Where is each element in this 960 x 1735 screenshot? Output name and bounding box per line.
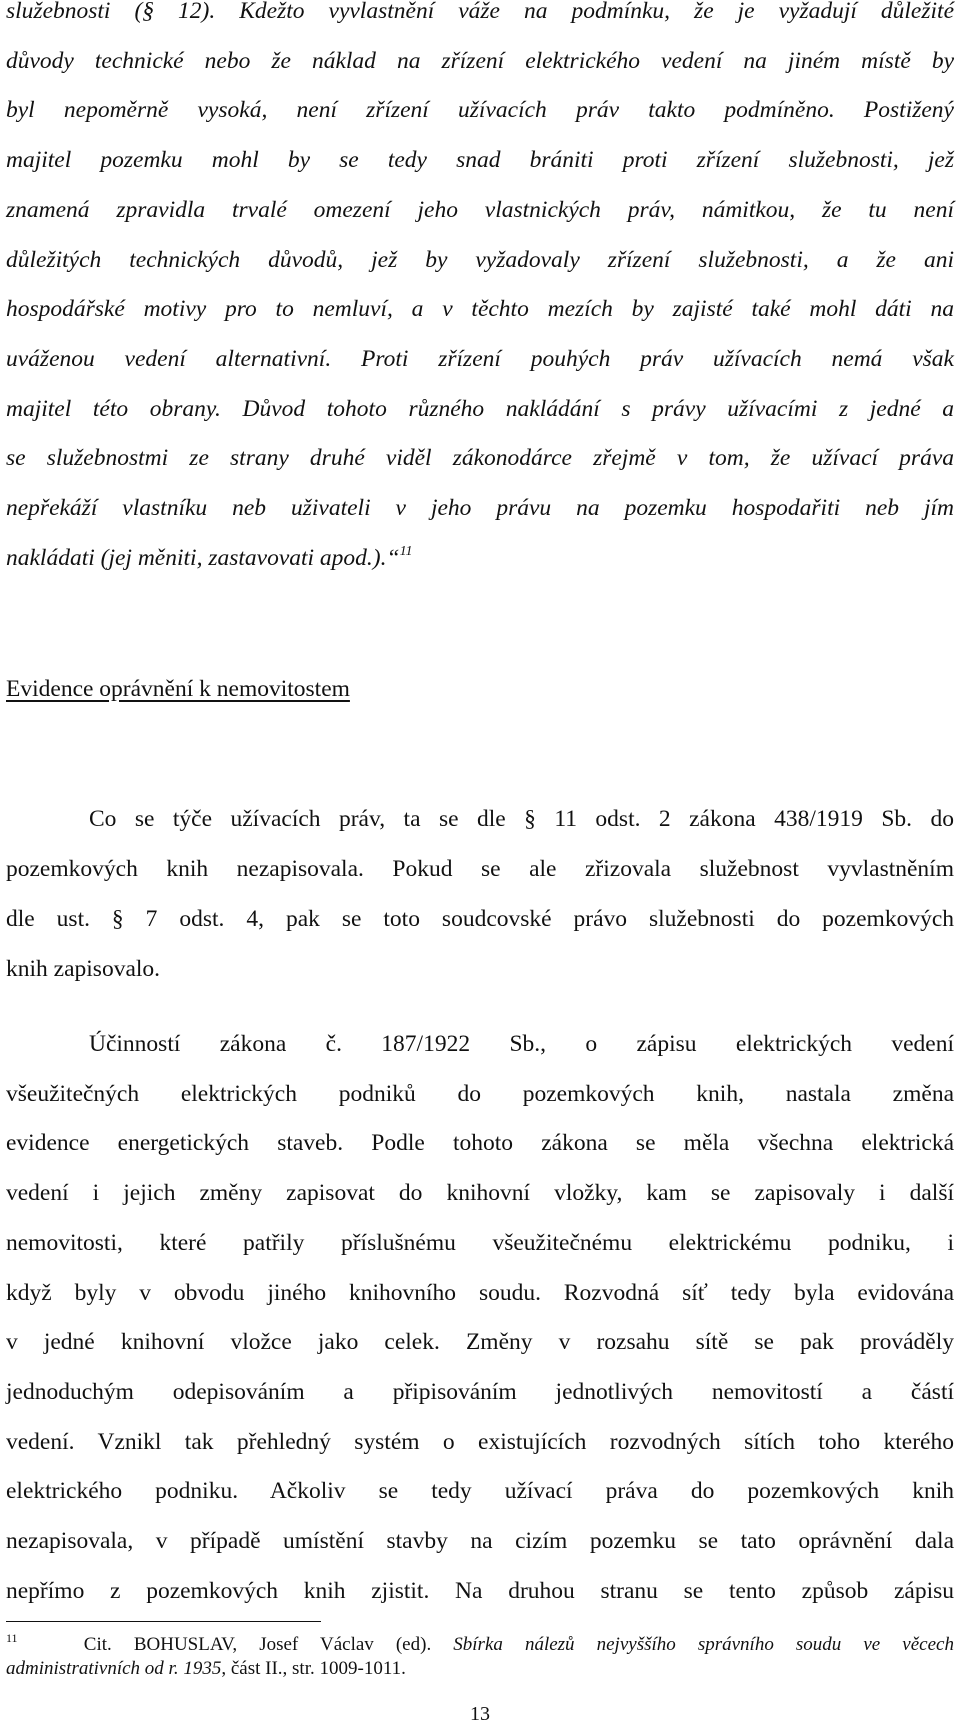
paragraph1-line: se služebnostmi ze strany druhé viděl zákonodárce zřejmě v tom, že užívací práva	[6, 445, 954, 471]
paragraph1-last-text: nakládati (jej měniti, zastavovati apod.).“	[6, 545, 400, 571]
paragraph3-line: všeužitečných elektrických podniků do pozemkových knih, nastala změna	[6, 1081, 954, 1107]
paragraph3-line: elektrického podniku. Ačkoliv se tedy užívací práva do pozemkových knih	[6, 1478, 954, 1504]
paragraph2-last-line: knih zapisovalo.	[6, 956, 161, 982]
footnote-pages: , část II., str. 1009-1011.	[221, 1658, 406, 1679]
paragraph1-line: hospodářské motivy pro to nemluví, a v těchto mezích by zajisté také mohl dáti na	[6, 296, 954, 322]
paragraph3-line: evidence energetických staveb. Podle tohoto zákona se měla všechna elektrická	[6, 1130, 954, 1156]
paragraph3-line: když byly v obvodu jiného knihovního soudu. Rozvodná síť tedy byla evidována	[6, 1280, 954, 1306]
footnote-title: Sbírka nálezů nejvyššího správního soudu ve věcech	[453, 1634, 954, 1655]
paragraph2-line: Co se týče užívacích práv, ta se dle § 11 odst. 2 zákona 438/1919 Sb. do	[89, 806, 954, 832]
paragraph1-line: znamená zpravidla trvalé omezení jeho vlastnických práv, námitkou, že tu není	[6, 197, 954, 223]
paragraph3-line: vedení. Vznikl tak přehledný systém o existujících rozvodných sítích toho kterého	[6, 1429, 954, 1455]
paragraph1-line: důvody technické nebo že náklad na zřízení elektrického vedení na jiném místě by	[6, 48, 954, 74]
paragraph1-line: majitel této obrany. Důvod tohoto různého nakládání s právy užívacími z jedné a	[6, 396, 954, 422]
footnote-line	[6, 1657, 954, 1681]
footnote-title-cont: administrativních od r. 1935	[6, 1658, 222, 1679]
paragraph3-line: Účinností zákona č. 187/1922 Sb., o zápisu elektrických vedení	[89, 1031, 954, 1057]
paragraph3-line: nemovitosti, které patřily příslušnému všeužitečnému elektrickému podniku, i	[6, 1230, 954, 1256]
footnote-mark: 11	[6, 1631, 18, 1645]
paragraph1-line: majitel pozemku mohl by se tedy snad brániti proti zřízení služebnosti, jež	[6, 147, 954, 173]
paragraph1-line: důležitých technických důvodů, jež by vyžadovaly zřízení služebnosti, a že ani	[6, 247, 954, 273]
paragraph3-line: jednoduchým odepisováním a připisováním jednotlivých nemovitostí a částí	[6, 1379, 954, 1405]
footnote-separator	[6, 1621, 321, 1622]
paragraph2-line: pozemkových knih nezapisovala. Pokud se ale zřizovala služebnost vyvlastněním	[6, 856, 954, 882]
paragraph3-line: vedení i jejich změny zapisovat do knihovní vložky, kam se zapisovaly i další	[6, 1180, 954, 1206]
paragraph1-line: byl nepoměrně vysoká, není zřízení užívacích práv takto podmíněno. Postižený	[6, 97, 954, 123]
footnote-reference[interactable]: 11	[399, 544, 413, 559]
paragraph3-line: v jedné knihovní vložce jako celek. Změny v rozsahu sítě se pak prováděly	[6, 1329, 954, 1355]
paragraph3-line: nezapisovala, v případě umístění stavby na cizím pozemku se tato oprávnění dala	[6, 1528, 954, 1554]
paragraph1-line: služebnosti (§ 12). Kdežto vyvlastnění váže na podmínku, že je vyžadují důležité	[6, 0, 954, 24]
paragraph1-line: nepřekáží vlastníku neb uživateli v jeho právu na pozemku hospodařiti neb jím	[6, 495, 954, 521]
footnote-citation: Cit. BOHUSLAV, Josef Václav (ed).	[83, 1634, 454, 1655]
paragraph1-last-line	[6, 543, 954, 573]
footnote-line	[6, 1633, 954, 1657]
paragraph1-line: uváženou vedení alternativní. Proti zřízení pouhých práv užívacích nemá však	[6, 346, 954, 372]
page-number: 13	[470, 1703, 490, 1725]
section-heading: Evidence oprávnění k nemovitostem	[6, 676, 350, 702]
paragraph3-line: nepřímo z pozemkových knih zjistit. Na druhou stranu se tento způsob zápisu	[6, 1578, 954, 1604]
paragraph2-line: dle ust. § 7 odst. 4, pak se toto soudcovské právo služebnosti do pozemkových	[6, 906, 954, 932]
